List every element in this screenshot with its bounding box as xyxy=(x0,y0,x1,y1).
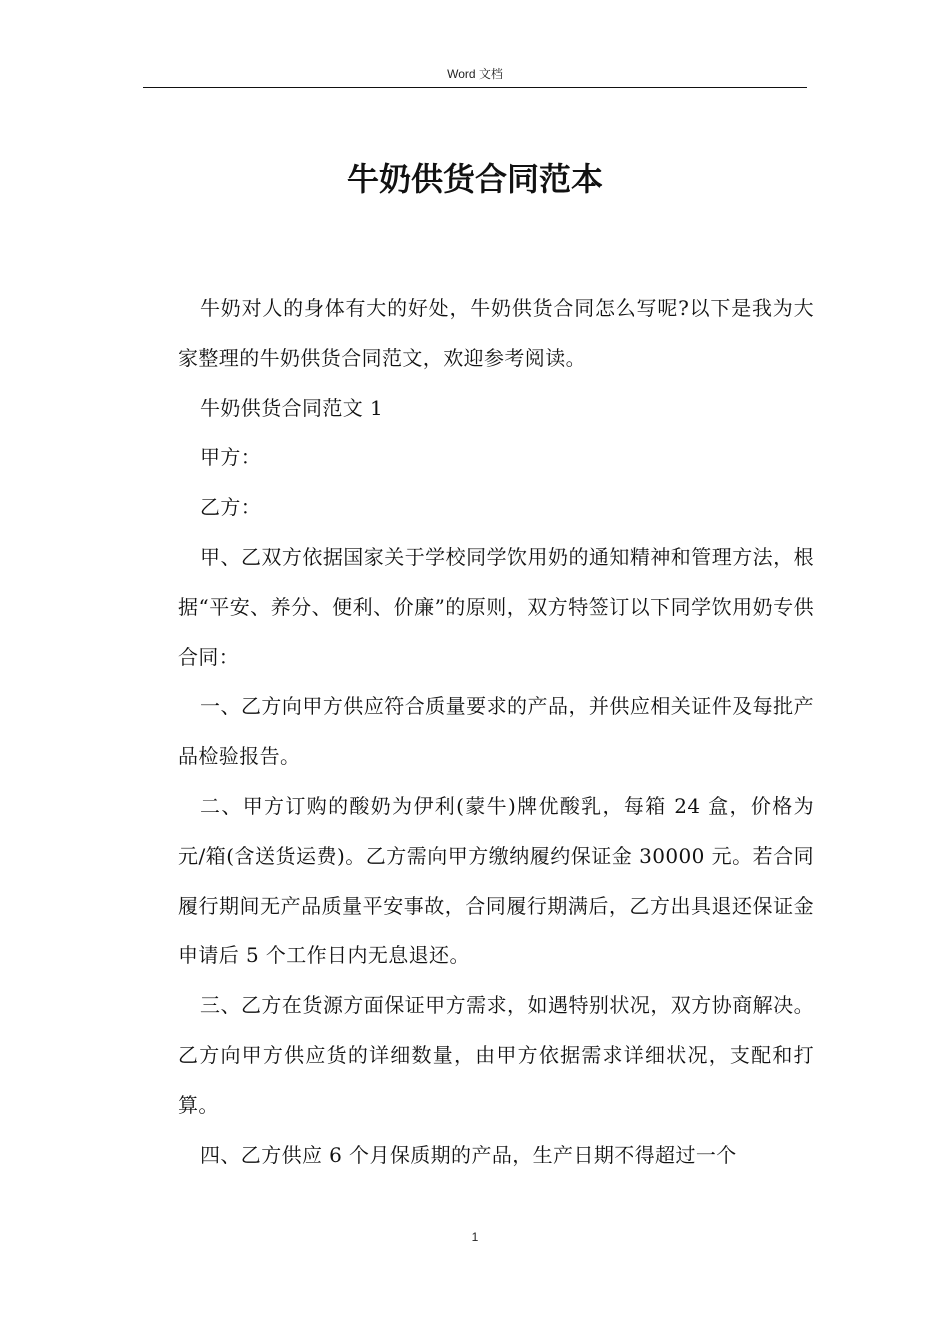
document-title: 牛奶供货合同范本 xyxy=(346,160,603,198)
paragraph-clause-1: 一、乙方向甲方供应符合质量要求的产品，并供应相关证件及每批产品检验报告。 xyxy=(178,694,814,769)
paragraph-clause-3: 三、乙方在货源方面保证甲方需求，如遇特别状况，双方协商解决。乙方向甲方供应货的详细数量，由甲方依据需求详细状况，支配和打算。 xyxy=(178,993,814,1117)
paragraph-party-a: 甲方： xyxy=(200,445,262,470)
paragraph-intro: 牛奶对人的身体有大的好处，牛奶供货合同怎么写呢?以下是我为大家整理的牛奶供货合同范文，欢迎参考阅读。 xyxy=(178,296,814,370)
header-divider xyxy=(143,87,807,88)
paragraph-party-b: 乙方： xyxy=(200,495,262,520)
document-body xyxy=(178,284,814,1180)
paragraph-section-heading: 牛奶供货合同范文 1 xyxy=(200,395,384,420)
paragraph-clause-4: 四、乙方供应 6 个月保质期的产品，生产日期不得超过一个 xyxy=(200,1142,737,1167)
paragraph-preamble: 甲、乙双方依据国家关于学校同学饮用奶的通知精神和管理方法，根据“平安、养分、便利、价廉”的原则，双方特签订以下同学饮用奶专供合同： xyxy=(178,544,814,669)
paragraph-clause-2: 二、甲方订购的酸奶为伊利(蒙牛)牌优酸乳，每箱 24 盒，价格为元/箱(含送货运费)。乙方需向甲方缴纳履约保证金 30000 元。若合同履行期间无产品质量平安事故，合同履行期满后，乙方出具退还保证金申请后 5 个工作日内无息退还。 xyxy=(178,793,814,968)
page-header-label: Word 文档 xyxy=(447,67,503,81)
page-number: 1 xyxy=(471,1230,479,1244)
